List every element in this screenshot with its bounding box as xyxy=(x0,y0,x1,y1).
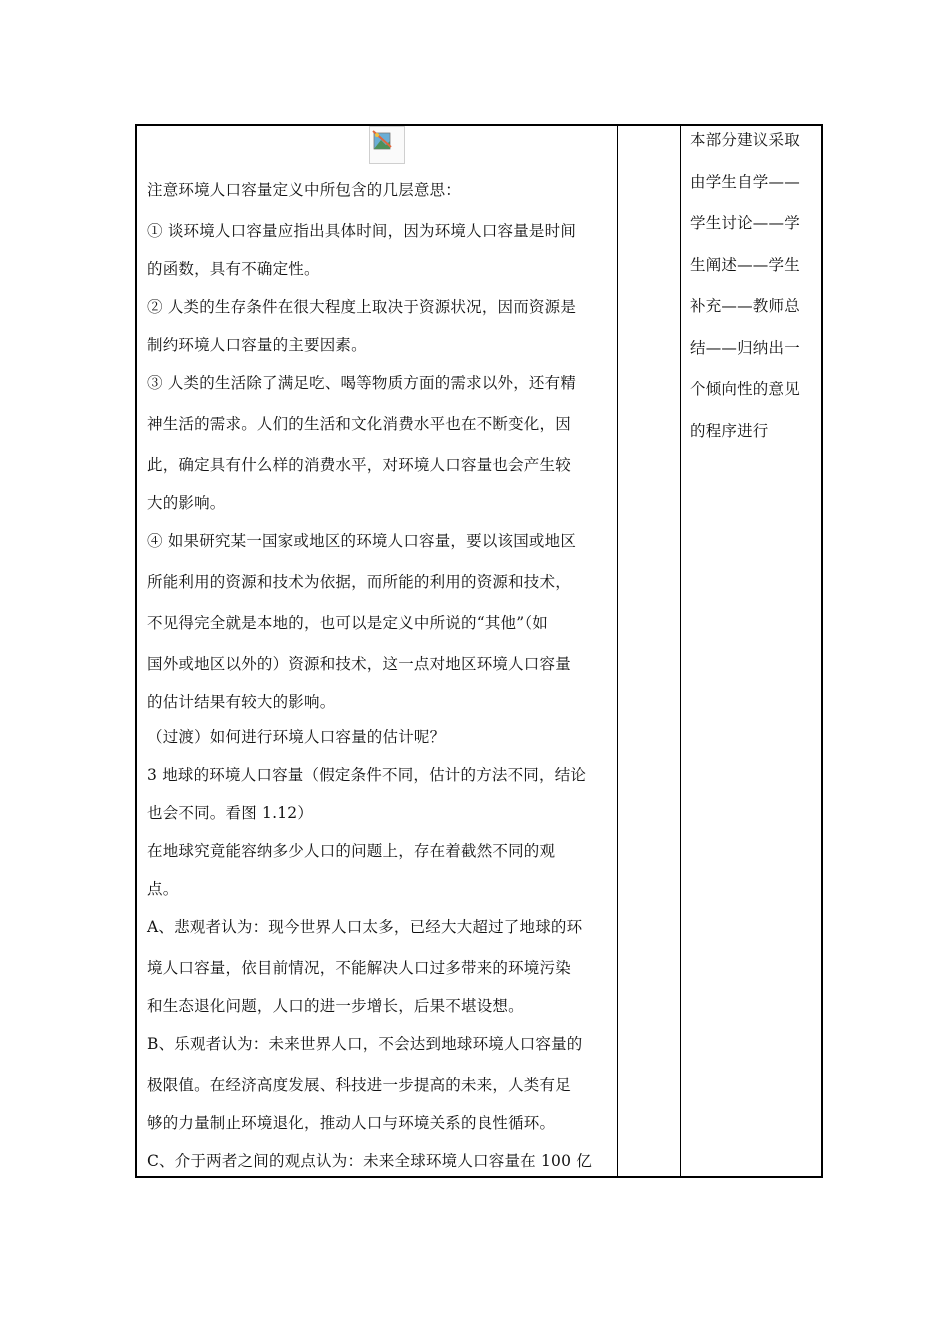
note-line: 学生讨论——学 xyxy=(690,214,800,232)
text-line: 境人口容量，依目前情况，不能解决人口过多带来的环境污染 xyxy=(147,959,571,977)
text-line: B、乐观者认为：未来世界人口，不会达到地球环境人口容量的 xyxy=(147,1035,583,1053)
main-text-block xyxy=(147,170,592,1182)
text-line: C、介于两者之间的观点认为：未来全球环境人口容量在 100 亿 xyxy=(147,1152,593,1170)
broken-image-icon xyxy=(369,126,405,164)
text-line: 神生活的需求。人们的生活和文化消费水平也在不断变化，因 xyxy=(147,415,571,433)
column-divider-1 xyxy=(617,126,618,1176)
text-line: ① 谈环境人口容量应指出具体时间，因为环境人口容量是时间 xyxy=(147,222,577,240)
note-line: 生阐述——学生 xyxy=(690,255,800,274)
column-divider-2 xyxy=(680,126,681,1176)
note-line: 由学生自学—— xyxy=(690,172,800,191)
text-line: 所能利用的资源和技术为依据，而所能的利用的资源和技术， xyxy=(147,573,571,591)
text-line: 国外或地区以外的）资源和技术，这一点对地区环境人口容量 xyxy=(147,655,571,673)
text-line: 注意环境人口容量定义中所包含的几层意思： xyxy=(147,181,462,199)
text-line: 此，确定具有什么样的消费水平，对环境人口容量也会产生较 xyxy=(147,456,571,474)
text-line: 制约环境人口容量的主要因素。 xyxy=(147,336,367,354)
text-line: ② 人类的生存条件在很大程度上取决于资源状况，因而资源是 xyxy=(147,298,577,316)
text-line: （过渡）如何进行环境人口容量的估计呢？ xyxy=(147,728,446,746)
note-line: 补充——教师总 xyxy=(690,297,800,315)
text-line: A、悲观者认为：现今世界人口太多，已经大大超过了地球的环 xyxy=(147,918,583,936)
note-line: 结——归纳出一 xyxy=(690,338,800,357)
text-line: ③ 人类的生活除了满足吃、喝等物质方面的需求以外，还有精 xyxy=(147,374,577,392)
teaching-note-cell xyxy=(690,120,818,452)
text-line: 的估计结果有较大的影响。 xyxy=(147,693,336,711)
text-line: 够的力量制止环境退化，推动人口与环境关系的良性循环。 xyxy=(147,1114,556,1132)
text-line: ④ 如果研究某一国家或地区的环境人口容量，要以该国或地区 xyxy=(147,532,577,550)
note-line: 本部分建议采取 xyxy=(690,131,800,149)
text-line: 在地球究竟能容纳多少人口的问题上，存在着截然不同的观 xyxy=(147,842,556,860)
text-line: 极限值。在经济高度发展、科技进一步提高的未来，人类有足 xyxy=(147,1076,571,1094)
text-line: 大的影响。 xyxy=(147,494,226,512)
text-line: 点。 xyxy=(147,880,179,898)
note-line: 个倾向性的意见 xyxy=(690,380,800,398)
text-line: 的函数，具有不确定性。 xyxy=(147,260,320,278)
note-line: 的程序进行 xyxy=(690,421,769,440)
text-line: 和生态退化问题，人口的进一步增长，后果不堪设想。 xyxy=(147,997,524,1015)
text-line: 不见得完全就是本地的，也可以是定义中所说的“其他”（如 xyxy=(147,614,548,632)
lesson-plan-table xyxy=(135,124,823,1178)
text-line: 也会不同。看图 1.12） xyxy=(147,804,314,822)
text-line: 3 地球的环境人口容量（假定条件不同，估计的方法不同，结论 xyxy=(147,766,587,784)
